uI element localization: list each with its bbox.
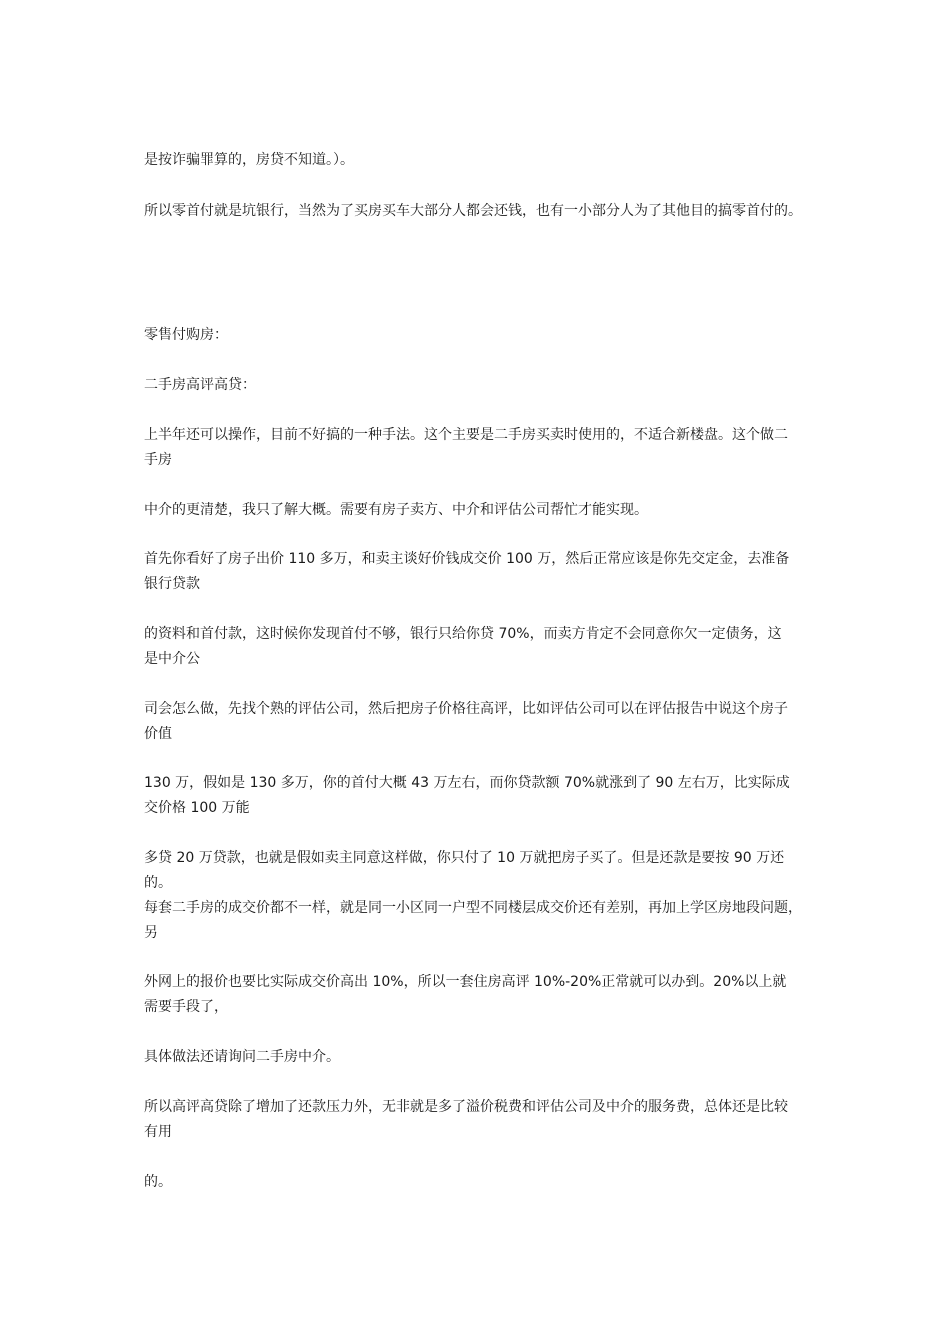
paragraph: 的资料和首付款，这时候你发现首付不够，银行只给你贷 70%，而卖方肯定不会同意你欠一定债务，这 是中介公: [144, 626, 782, 667]
paragraph: 上半年还可以操作，目前不好搞的一种手法。这个主要是二手房买卖时使用的，不适合新楼盘。这个做二 手房: [144, 427, 788, 468]
paragraph: 多贷 20 万贷款，也就是假如卖主同意这样做，你只付了 10 万就把房子买了。但是还款是要按 90 万还的。: [144, 850, 785, 891]
paragraph: 的。: [144, 1174, 172, 1190]
paragraph: 首先你看好了房子出价 110 多万，和卖主谈好价钱成交价 100 万，然后正常应该是你先交定金，去准备 银行贷款: [144, 551, 790, 592]
paragraph: 具体做法还请询问二手房中介。: [144, 1049, 340, 1065]
section-heading: 零售付购房：: [144, 327, 228, 343]
paragraph: 每套二手房的成交价都不一样，就是同一小区同一户型不同楼层成交价还有差别，再加上学区房地段问题， 另: [144, 900, 802, 941]
paragraph: 所以零首付就是坑银行，当然为了买房买车大部分人都会还钱，也有一小部分人为了其他目的搞零首付的。: [144, 203, 802, 219]
paragraph: 所以高评高贷除了增加了还款压力外，无非就是多了溢价税费和评估公司及中介的服务费，总体还是比较 有用: [144, 1099, 788, 1140]
paragraph: 中介的更清楚，我只了解大概。需要有房子卖方、中介和评估公司帮忙才能实现。: [144, 502, 648, 518]
paragraph: 司会怎么做，先找个熟的评估公司，然后把房子价格往高评，比如评估公司可以在评估报告中说这个房子 价值: [144, 701, 788, 742]
paragraph: 外网上的报价也要比实际成交价高出 10%，所以一套住房高评 10%-20%正常就可以办到。20%以上就 需要手段了，: [144, 974, 787, 1015]
paragraph: 130 万，假如是 130 多万，你的首付大概 43 万左右，而你贷款额 70%就涨到了 90 左右万，比实际成 交价格 100 万能: [144, 775, 790, 816]
paragraph: 是按诈骗罪算的，房贷不知道。）。: [144, 152, 354, 168]
subsection-heading: 二手房高评高贷：: [144, 377, 256, 393]
